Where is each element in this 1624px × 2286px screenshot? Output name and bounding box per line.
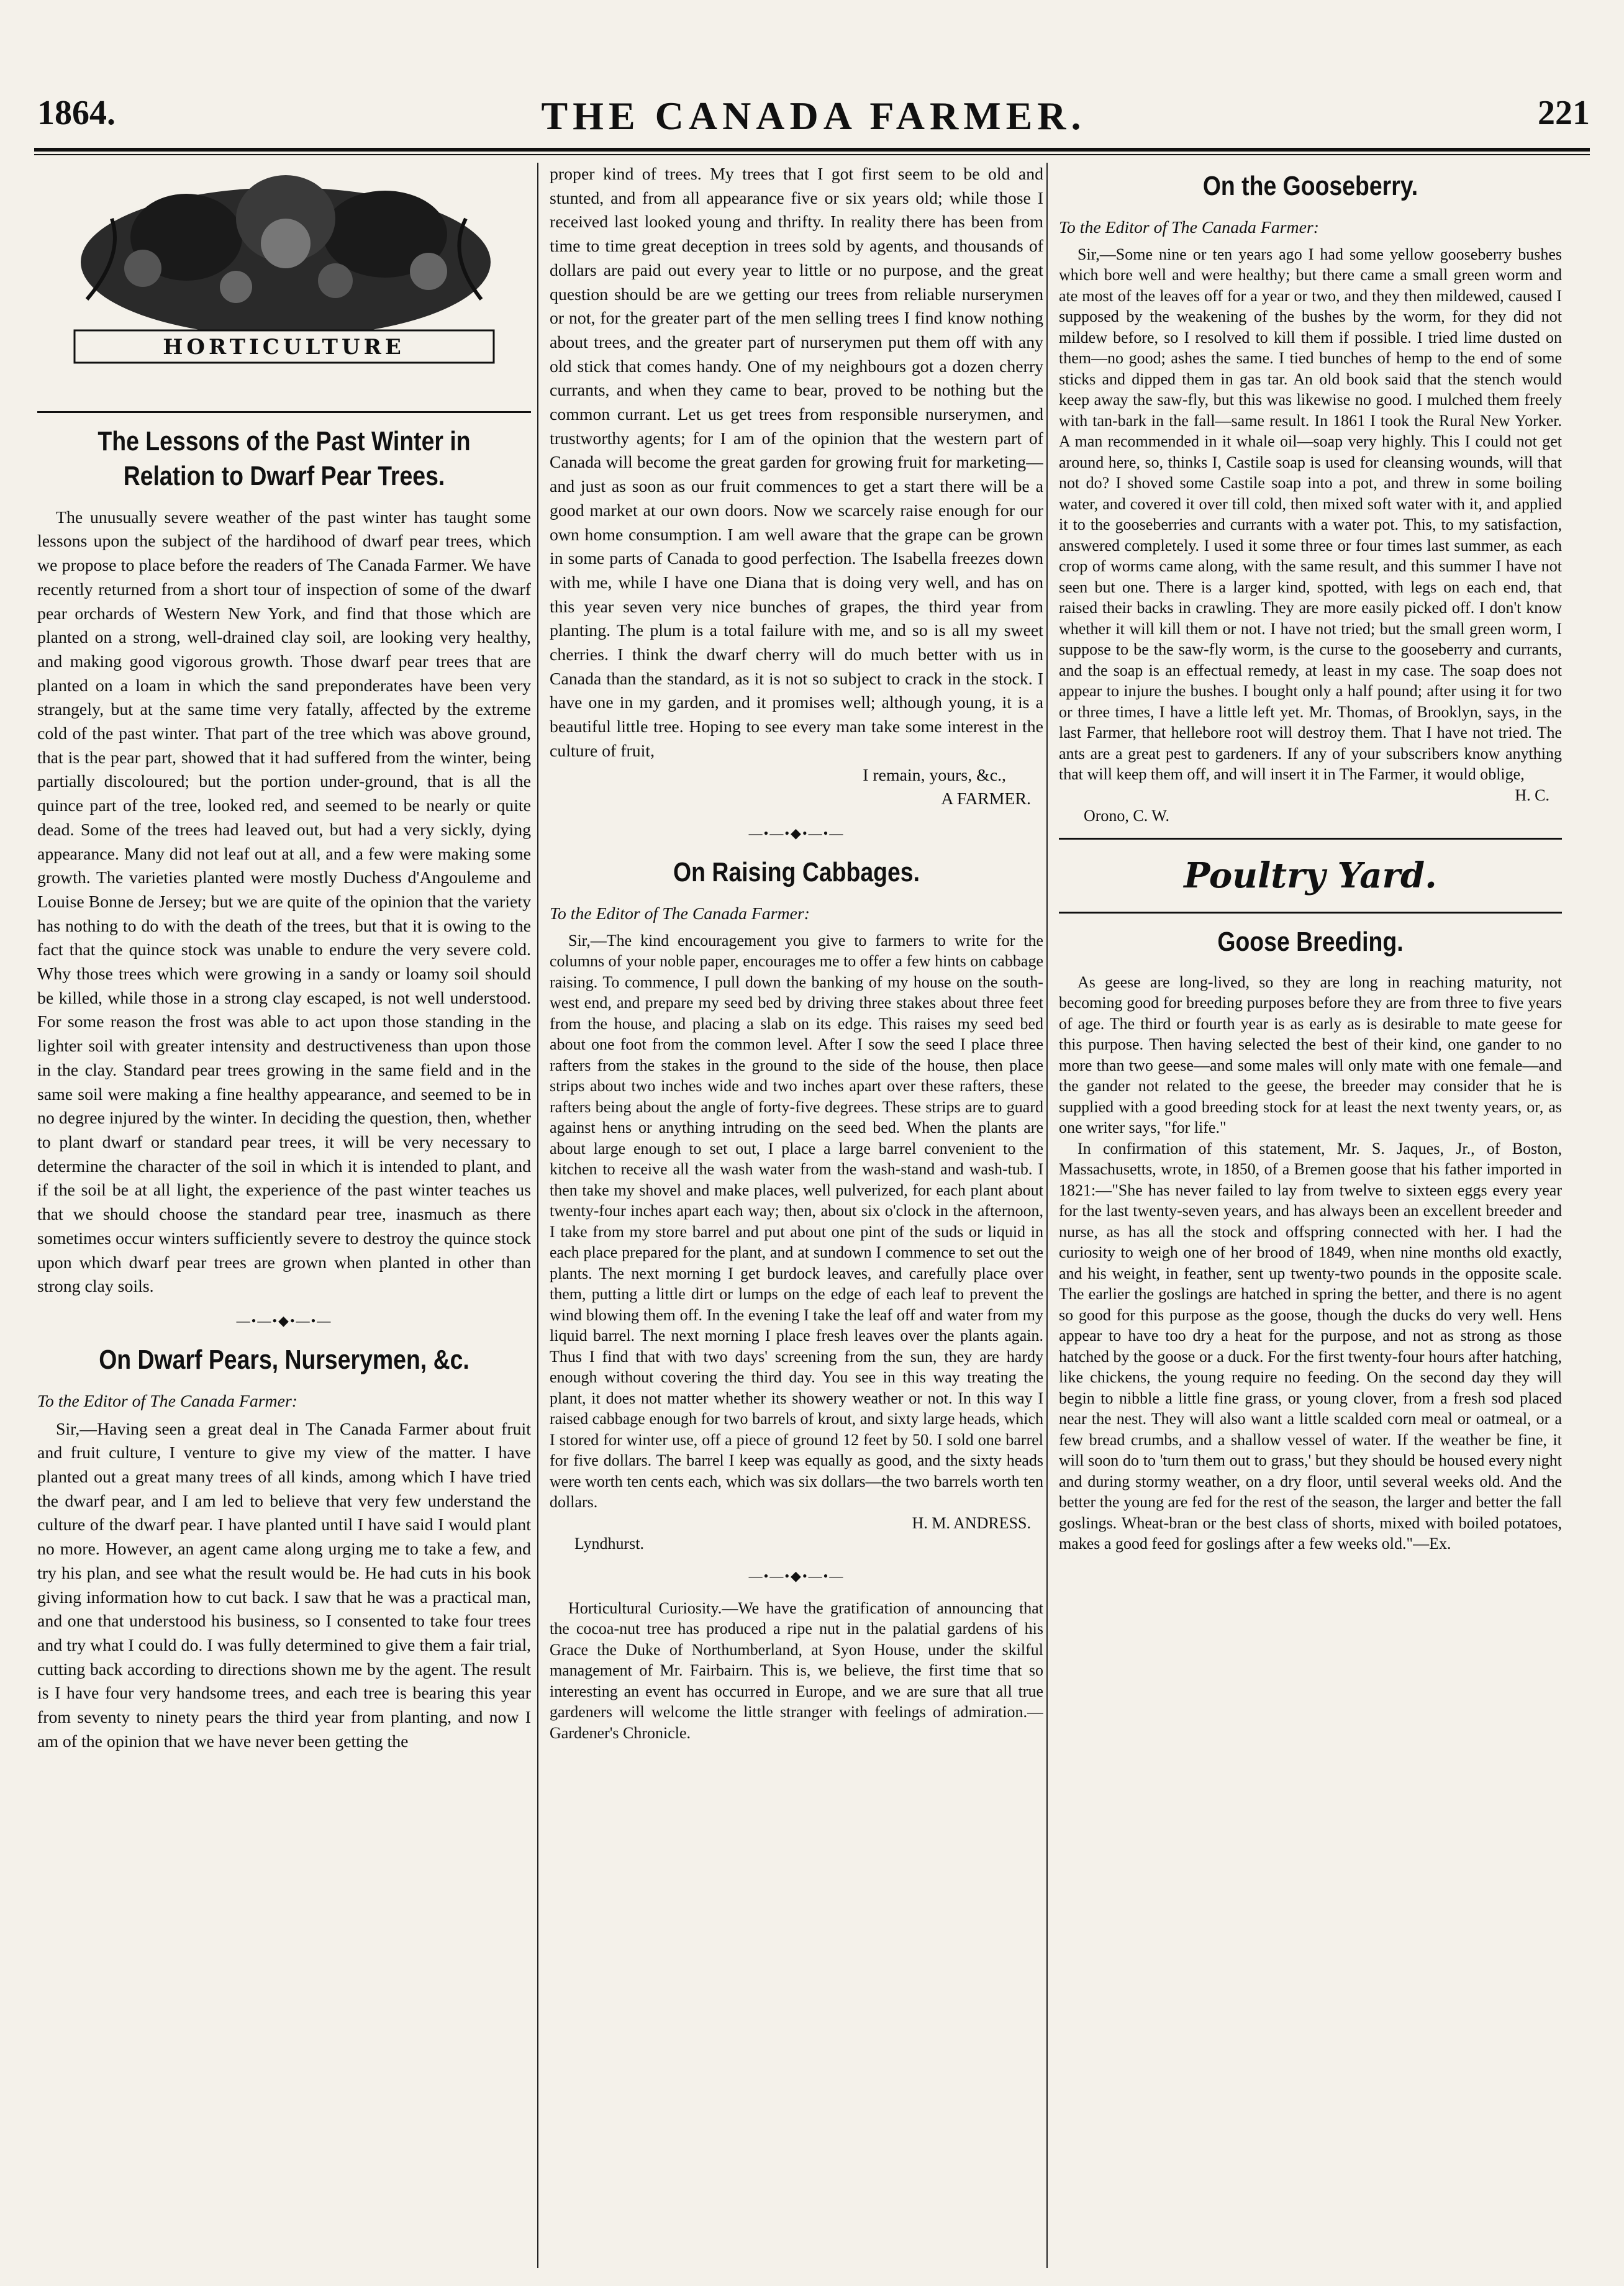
department-title: Poultry Yard. (1184, 855, 1437, 896)
signature: H. M. ANDRESS. (912, 1513, 1031, 1532)
column-rule-1 (537, 163, 538, 2268)
emblem-label: HORTICULTURE (163, 335, 405, 360)
article-body: Sir,—The kind encouragement you give to farmers to write for the columns of your noble paper, encourages me to offer a few hints on cabbage raising. To commence, I pull down the banking of my house on the south-west end, and prepare my seed bed by driving three stakes about three feet from the house, and placing a slab on its edge. This raises my seed bed about one foot from the common level. After I sow the seed I place three rafters from the stakes in the ground to the side of the house, then place strips about two inches wide and two inches apart over these rafters, these rafters being about the angle of forty-five degrees. These strips are to guard against hens or anything intruding on the seed bed. When the plants are about large enough to set out, I place a large barrel convenient to the kitchen to receive all the wash water from the wash-stand and wash-tub. I then take my shovel and make places, well pulverized, for each plant about twenty-four inches apart each way; then, about six o'clock in the afternoon, I take from my store barrel and put about one pint of the suds or liquid in each place prepared for the plant, and at sundown I commence to set out the plants. The next morning I get burdock leaves, and carefully place over them, putting a little dirt or lumps on the edge of each leaf to prevent the wind blowing them off. In the evening I take the leaf off and water from my liquid barrel. The next morning I place fresh leaves over the plants again. Thus I find that with two days' screening from the sun, they are hardy enough without covering the third day. You see in this way treating the plant, it does not matter whether its showery weather or not. In this way I raised cabbage enough for two barrels of krout, and sixty large heads, which I stored for winter use, off a piece of ground 12 feet by 50. I sold one barrel for five dollars. The barrel I keep was equally as good, and the sixty heads were worth ten cents each, which was six dollars—the two barrels worth ten dollars. (550, 931, 1043, 1512)
section-rule (1059, 838, 1562, 840)
article-title-cabbages: On Raising Cabbages. (673, 856, 920, 887)
column-rule-2 (1046, 163, 1048, 2268)
page-header (37, 93, 1590, 149)
horticulture-emblem (37, 163, 531, 386)
header-rule (34, 148, 1590, 152)
article-body: Sir,—Some nine or ten years ago I had some yellow gooseberry bushes which bore well and were healthy; but there came a small green worm and ate most of the leaves off for a year or two, and they then mildewed, caused I supposed by the weakening of the bushes by the worm, for they did not mildew before, so I resolved to kill them if possible. I tried lime dusted on them—no good; ashes the same. I tied bunches of hemp to the end of some sticks and dipped them in gas tar. An old book said that the stench would keep away the saw-fly, but this was likewise no good. I mulched them freely with tan-bark in the fall—same result. In 1861 I took the Rural New Yorker. A man recommended in it whale oil—soap very highly. This I could not get around here, so, thinks I, Castile soap is used for cleansing wounds, will that not do? I shoved some Castile soap into a pot, and threw in some boiling water, and covered it over till cold, then mixed soft water with it, and applied it to the gooseberries and currants with a water pot. This, to my satisfaction, answered completely. I used it some three or four times last summer, as each crop of worms came along, with the same result, and this summer I have not seen but one. There is a larger kind, spotted, with legs on each end, that raised their backs in crawling. They are more easily picked off. I don't know whether it will kill them or not. I have not tried; but the small green worm, I suppose to be the saw-fly worm, is the curse to the gooseberry and currants, and the soap is an effectual remedy, at least in my case. The soap does not appear to injure the bushes. I bought only a half pound; after using it for two or three times, I have a little left yet. Mr. Thomas, of Brooklyn, says, in the last Farmer, that hellebore root will destroy them. That I have not tried. The ants are a great pest to gardeners. If any of your subscribers know anything that will keep them off, and will insert it in The Farmer, it would oblige, (1059, 245, 1562, 784)
column-1 (37, 163, 531, 2268)
salutation: To the Editor of The Canada Farmer: (550, 904, 810, 923)
signature: A FARMER. (941, 789, 1031, 809)
article-body: In confirmation of this statement, Mr. S. Jaques, Jr., of Boston, Massachusetts, wrote, in 1850, of a Bremen goose that his father imported in 1821:—"She has never failed to lay from twelve to sixteen eggs every year for the last twenty-seven years, and has always been an excellent breeder and nurse, as has all the stock and offspring connected with her. I had the curiosity to weigh one of her brood of 1849, when nine months old exactly, and his weight, in feather, sent up twenty-two pounds in the opposite scale. The earlier the goslings are hatched in spring the better, and there is no agent so good for this purpose as the goose, though the ducks do very well. Hens appear to have too dry a heat for the purpose, and not as strong as those hatched by the goose or a duck. For the first twenty-four hours after hatching, like chickens, the young require no feeding. On the second day they will begin to nibble a little fine grass, or young clover, from a fresh sod placed near the nest. They will also want a little scalded corn meal or oatmeal, or a few bread crumbs, and a shallow vessel of water. If the weather be fine, it will soon do to 'turn them out to grass,' but they should be housed every night and during stormy weather, on a dry floor, until several weeks old. And the better the young are fed for the rest of the season, the larger and better the fall goslings. Wheat-bran or the best class of shorts, mixed with boiled potatoes, makes a good feed for goslings after a few weeks old."—Ex. (1059, 1139, 1562, 1553)
article-body: The unusually severe weather of the past winter has taught some lessons upon the subject of the hardihood of dwarf pear trees, which we propose to place before the readers of The Canada Farmer. We have recently returned from a short tour of inspection of some of the dwarf pear orchards of Western New York, and find that those which are planted on a strong, well-drained clay soil, are looking very healthy, and making good vigorous growth. Those dwarf pear trees that are planted on a loam in which the sand preponderates have been very strangely, but at the same time very fatally, affected by the extreme cold of the past winter. That part of the tree which was above ground, that is the pear part, showed that it had suffered from the winter, being partially discoloured; but the portion under-ground, that is all the quince part of the tree, looked red, and seemed to be nearly or quite dead. Some of the trees had leaved out, but had a very sickly, dying appearance. Many did not leaf out at all, and a few were making some growth. The varieties planted were mostly Duchess d'Angouleme and Louise Bonne de Jersey; but we are quite of the opinion that the variety has nothing to do with the death of the trees, but that it is owing to the fact that the quince stock was unable to endure the very severe cold. Why those trees which were growing in a sandy or loamy soil should be killed, while those in a strong clay escaped, is not well understood. For some reason the frost was able to act upon those standing in the lighter soil with greater intensity and destructiveness than upon those in the clay. Standard pear trees growing in the same field and in the same soil were making a fine healthy appearance, and seemed to be in no degree injured by the winter. In deciding the question, then, whether to plant dwarf or standard pear trees, it will be very necessary to determine the character of the soil in which it is intended to plant, and if the soil be at all light, the experience of the past winter teaches us that we should choose the standard pear tree, inasmuch as there sometimes occur winters sufficiently severe to destroy the quince stock upon which dwarf pear trees are grown when planted in other than strong clay soils. (37, 507, 531, 1297)
column-2 (550, 163, 1043, 2268)
header-rule-thin (34, 154, 1590, 155)
article-title-goose-breeding: Goose Breeding. (1217, 926, 1404, 957)
article-divider: —•—•◆•—•— (748, 1567, 845, 1584)
masthead-title: THE CANADA FARMER. (541, 94, 1086, 138)
section-rule (37, 411, 531, 413)
salutation: To the Editor of The Canada Farmer: (37, 1391, 298, 1411)
closing: I remain, yours, &c., (863, 765, 1006, 785)
article-body: Horticultural Curiosity.—We have the gratification of announcing that the cocoa-nut tree has produced a ripe nut in the palatial gardens of his Grace the Duke of Northumberland, at Syon House, under the skilful management of Mr. Fairbairn. This is, we believe, the first time that so interesting an event has occurred in Europe, and we are sure that all true gardeners will welcome the little stranger with feelings of admiration.—Gardener's Chronicle. (550, 1599, 1043, 1742)
article-divider: —•—•◆•—•— (748, 825, 845, 841)
article-title-nurserymen: On Dwarf Pears, Nurserymen, &c. (99, 1344, 470, 1375)
article-title-dwarf-pear: The Lessons of the Past Winter in Relation to Dwarf Pear Trees. (98, 425, 471, 491)
page-number: 221 (1538, 94, 1590, 132)
article-body: As geese are long-lived, so they are long in reaching maturity, not becoming good for breeding purposes before they are from three to five years of age. The third or fourth year is as early as is desirable to mate geese for this purpose. Then having selected the best of their kind, one gander to no more than two geese—and some males will only mate with one female—and the gander not related to the geese, the breeder may consider that he is supplied with a good breeding stock for at least the next twenty years, or, as one writer says, "for life." (1059, 973, 1562, 1137)
salutation: To the Editor of The Canada Farmer: (1059, 218, 1320, 237)
signature: H. C. (1515, 786, 1549, 804)
header-year: 1864. (37, 94, 116, 132)
place: Lyndhurst. (574, 1535, 644, 1553)
article-body-continued: proper kind of trees. My trees that I got first seem to be old and stunted, and from all appearance five or six years old; while those I received last looked young and thrifty. In reality there has been from time to time great deception in trees sold by agents, and thousands of dollars are paid out every year to little or no purpose, and the great question should be are we getting our trees from reliable nurserymen or not, for the greater part of the men selling trees I find know nothing about trees, and the greater part of nurserymen put them off with any old stick that comes handy. One of my neighbours got a dozen cherry currants, and when they came to bear, proved to be nothing but the common currant. Let us get trees from responsible nurserymen, and trustworthy agents; for I am of the opinion that the western part of Canada will become the great garden for growing fruit for marketing—and just as soon as our fruit commences to get a start there will be a good market at our own doors. Now we scarcely raise enough for our own home consumption. I am well aware that the grape can be grown in some parts of Canada to good perfection. The Isabella freezes down with me, while I have one Diana that is doing very well, and has on this year seven very nice bunches of grapes, the third year from planting. The plum is a total failure with me, and so is all my sweet cherries. I think the dwarf cherry will do much better with us in Canada than the standard, as it is not so subject to crack in the stock. I have one in my garden, and it promises well; although young, it is a beautiful little tree. Hoping to see every man take some interest in the culture of fruit, (550, 165, 1043, 761)
article-title-gooseberry: On the Gooseberry. (1202, 171, 1418, 201)
column-3 (1059, 163, 1562, 2268)
section-rule (1059, 912, 1562, 914)
article-body: Sir,—Having seen a great deal in The Canada Farmer about fruit and fruit culture, I venture to give my view of the matter. I have planted out a great many trees of all kinds, among which I have tried the dwarf pear, and I am led to believe that very few understand the culture of the dwarf pear. I have planted until I have said I would plant no more. However, an agent came along urging me to take a few, and try his plan, and see what the result would be. He had cuts in his book giving information how to cut back. I saw that he was a practical man, and one that understood his business, so I consented to take four trees and try what I could do. I was fully determined to give them a fair trial, cutting back according to directions shown me by the agent. The result is I have four very handsome trees, and each tree is bearing this year from seventy to ninety pears the third year from planting, and now I am of the opinion that we have never been getting the (37, 1419, 531, 1751)
article-divider: —•—•◆•—•— (236, 1312, 332, 1328)
place: Orono, C. W. (1084, 807, 1169, 825)
